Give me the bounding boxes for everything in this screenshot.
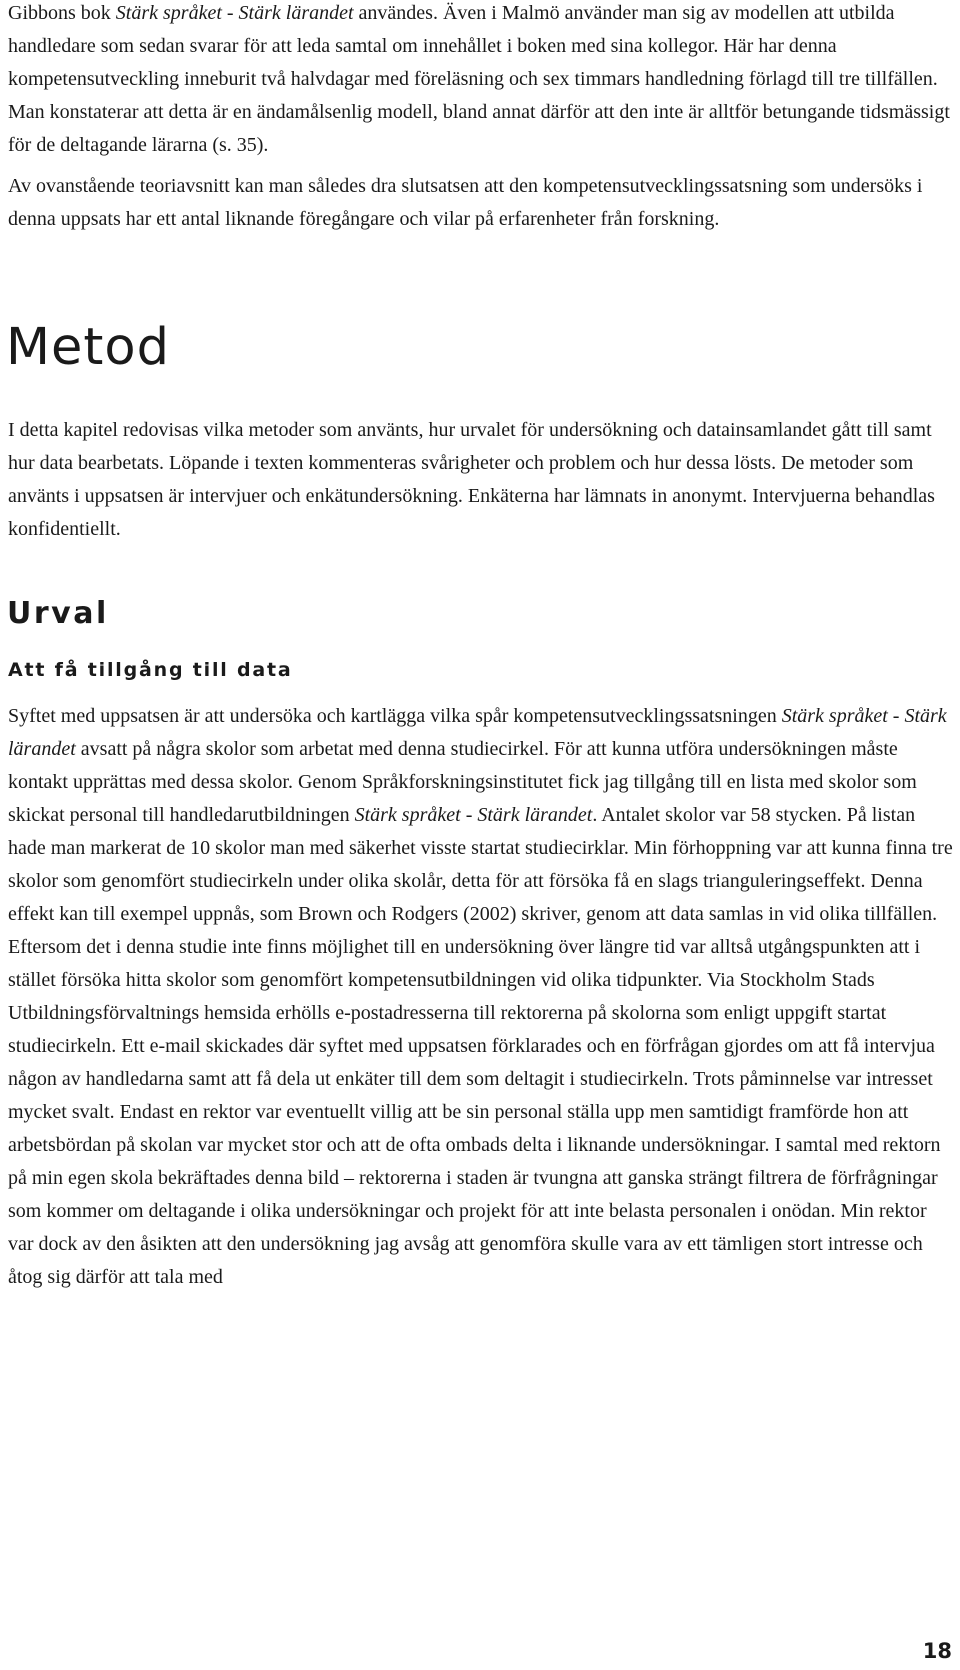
body-paragraph-conclusion: Av ovanstående teoriavsnitt kan man således dra slutsatsen att den kompetensutvecklingssatsning som undersöks i denna uppsats har ett antal liknande föregångare och vilar på erfarenheter från forskning. [8,175,923,230]
italic-title-run: Stärk språket - Stärk lärandet [354,804,593,826]
subheading-data-access: Att få tillgång till data [8,659,293,681]
document-page [8,0,953,1294]
italic-title-run: Stärk språket - Stärk lärandet [115,2,354,24]
body-paragraph-urval: Syftet med uppsatsen är att undersöka och kartlägga vilka spår kompetensutvecklingssatsningen Stärk språket - Stärk lärandet avsatt på några skolor som arbetat med denna studiecirkel. För att kunna utföra undersökningen måste kontakt upprättas med dessa skolor. Genom Språkforskningsinstitutet fick jag tillgång till en lista med skolor som skickat personal till handledarutbildningen Stärk språket - Stärk lärandet. Antalet skolor var 58 stycken. På listan hade man markerat de 10 skolor man med säkerhet visste startat studiecirklar. Min förhoppning var att kunna finna tre skolor som genomfört studiecirkeln under olika skolår, detta för att försöka få en slags trianguleringseffekt. Denna effekt kan till exempel uppnås, som Brown och Rodgers (2002) skriver, genom att data samlas in vid olika tillfällen. Eftersom det i denna studie inte finns möjlighet till en undersökning över längre tid var alltså utgångspunkten att i stället försöka hitta skolor som genomfört kompetensutbildningen vid olika tidpunkter. Via Stockholm Stads Utbildningsförvaltnings hemsida erhölls e-postadresserna till rektorerna på skolorna som enligt uppgift startat studiecirkeln. Ett e-mail skickades där syftet med uppsatsen förklarades och en förfrågan gjordes om att få intervjua någon av handledarna samt att få dela ut enkäter till dem som deltagit i studiecirkeln. Trots påminnelse var intresset mycket svalt. Endast en rektor var eventuellt villig att be sin personal ställa upp men samtidigt framförde hon att arbetsbördan på skolan var mycket stor och att de ofta ombads delta i liknande undersökningar. I samtal med rektorn på min egen skola bekräftades denna bild – rektorerna i staden är tvungna att ganska strängt filtrera de förfrågningar som kommer om deltagande i olika undersökningar och projekt för att inte belasta personalen i onödan. Min rektor var dock av den åsikten att den undersökning jag avsåg att genomföra skulle vara av ett tämligen stort intresse och åtog sig därför att tala med [8,705,953,1288]
heading-metod: Metod [6,318,170,377]
italic-title-run: Stärk språket - Stärk lärandet [8,705,947,760]
body-paragraph-gibbons: Gibbons bok Stärk språket - Stärk lärandet användes. Även i Malmö använder man sig av modellen att utbilda handledare som sedan svarar för att leda samtal om innehållet i boken med sina kollegor. Här har denna kompetensutveckling inneburit två halvdagar med föreläsning och sex timmars handledning förlagd till tre tillfällen. Man konstaterar att detta är en ändamålsenlig modell, bland annat därför att den inte är alltför betungande tidsmässigt för de deltagande lärarna (s. 35). [8,2,950,156]
page-number: 18 [922,1639,952,1663]
heading-urval: Urval [7,596,109,631]
body-paragraph-metod: I detta kapitel redovisas vilka metoder som använts, hur urvalet för undersökning och datainsamlandet gått till samt hur data bearbetats. Löpande i texten kommenteras svårigheter och problem och hur dessa lösts. De metoder som använts i uppsatsen är intervjuer och enkätundersökning. Enkäterna har lämnats in anonymt. Intervjuerna behandlas konfidentiellt. [8,419,935,540]
